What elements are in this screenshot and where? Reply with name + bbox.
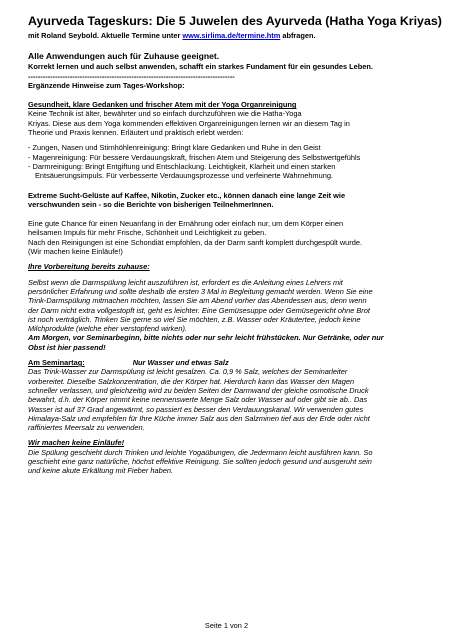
paragraph-line: raffiniertes Meersalz zu verwenden. — [28, 423, 145, 433]
divider-line: ------------------------------------------------------------------------------------ — [28, 71, 235, 81]
paragraph-line: ist noch verträglich. Trinken Sie gerne so viel Sie möchten, z.B. Wasser oder Kräutertee, jedoch keine — [28, 314, 361, 324]
hint-heading: Ergänzende Hinweise zum Tages-Workshop: — [28, 80, 185, 90]
paragraph-line: geschieht eine ganz natürliche, höchst effektive Reinigung. Sie sollten jedoch gesund und ausgeruht sein — [28, 456, 372, 466]
paragraph-line: Trink-Darmspülung mitmachen möchten, lassen Sie am Abend vorher das Abendessen aus, denn wenn — [28, 296, 367, 306]
paragraph-line: (Wir machen keine Einläufe!) — [28, 247, 123, 257]
paragraph-line: Extreme Sucht-Gelüste auf Kaffee, Nikotin, Zucker etc., können danach eine lange Zeit wie — [28, 190, 346, 200]
subtitle-suffix: abfragen. — [280, 31, 316, 40]
document-content — [28, 14, 442, 476]
intro-heading: Alle Anwendungen auch für Zuhause geeignet. — [28, 51, 220, 62]
paragraph-line: Keine Technik ist älter, bewährter und so einfach durchzuführen wie die Hatha-Yoga — [28, 109, 302, 119]
list-item: - Magenreinigung: Für bessere Verdauungskraft, frischen Atem und Steigerung des Selbstwertgefühls — [28, 152, 361, 162]
seminartag-heading — [28, 358, 432, 367]
paragraph-line: Wasser ist auf 37 Grad angewärmt, so passiert es besser den Verdauungskanal. Wir verwenden gutes — [28, 404, 364, 414]
section-einlaeufe-heading: Wir machen keine Einläufe! — [28, 438, 125, 448]
termine-link[interactable]: www.sirlima.de/termine.htm — [182, 31, 281, 40]
section-organreinigung-heading: Gesundheit, klare Gedanken und frischer Atem mit der Yoga Organreinigung — [28, 100, 297, 110]
paragraph-line: Kriyas. Diese aus dem Yoga kommenden effektiven Organreinigungen lernen wir an diesem Tag in — [28, 118, 350, 128]
paragraph-line: Das Trink-Wasser zur Darmspülung ist leicht gesalzen. Ca. 0,9 % Salz, welches der Seminarleiter — [28, 367, 348, 377]
section-vorbereitung-heading: Ihre Vorbereitung bereits zuhause: — [28, 262, 150, 272]
seminartag-label: Am Seminartag: — [28, 358, 85, 368]
paragraph-line: schneller verlassen, und gleichzeitig wird zu beiden Seiten der Darmwand der gleiche osmotische Druck — [28, 385, 369, 395]
paragraph-line: Theorie und Praxis kennen. Erläutert und praktisch erlebt werden: — [28, 128, 244, 138]
list-item-continuation: Entsäuerungsimpuls. Für verbesserte Verdauungsprozesse und verfeinerte Wahrnehmung. — [35, 171, 333, 181]
list-item: - Zungen, Nasen und Stirnhöhlenreinigung: Bringt klare Gedanken und Ruhe in den Geist — [28, 143, 321, 153]
paragraph-line: persönlicher Erfahrung und sollte deshalb die ersten 3 Mal in Begleitung gemacht werden. Wenn Sie eine — [28, 286, 373, 296]
paragraph-line: Himalaya-Salz und empfehlen für Ihre Küche immer Salz aus den Salzminen tief aus der Erde oder nicht — [28, 413, 370, 423]
paragraph-line: Am Morgen, vor Seminarbeginn, bitte nichts oder nur sehr leicht frühstücken. Nur Getränke, oder nur — [28, 333, 384, 343]
subtitle-prefix: mit Roland Seybold. Aktuelle Termine unter — [28, 31, 183, 40]
seminartag-value: Nur Wasser und etwas Salz — [132, 358, 229, 368]
paragraph-line: Die Spülung geschieht durch Trinken und leichte Yogaübungen, die Jedermann leicht ausführen kann. So — [28, 447, 373, 457]
page-title: Ayurveda Tageskurs: Die 5 Juwelen des Ayurveda (Hatha Yoga Kriyas) — [28, 14, 442, 28]
paragraph-line: Milchprodukte (welche eher verstopfend wirken). — [28, 324, 187, 334]
paragraph-line: Eine gute Chance für einen Neuanfang in der Ernährung oder einfach nur, um dem Körper einen — [28, 219, 344, 229]
paragraph-line: vorbereitet. Dieselbe Salzkonzentration, die der Körper hat. Hierdurch kann das Wasser den Magen — [28, 376, 355, 386]
paragraph-line: der Darm nicht extra vollgestopft ist, geht es leichter. Eine Gemüsesuppe oder Gemüsegericht ohne Brot — [28, 305, 370, 315]
paragraph-line: Obst ist hier passend! — [28, 342, 106, 352]
list-item: - Darmreinigung: Bringt Entgiftung und Entschlackung. Leichtigkeit, Klarheit und einen starken — [28, 161, 336, 171]
paragraph-line: Nach den Reinigungen ist eine Schondiät empfohlen, da der Darm sanft komplett durchgespült wurde. — [28, 237, 363, 247]
page-footer: Seite 1 von 2 — [204, 621, 249, 630]
intro-line: Korrekt lernen und auch selbst anwenden, schafft ein starkes Fundament für ein gesundes Leben. — [28, 62, 373, 72]
paragraph-line: und keine akute Erkältung mit Fieber haben. — [28, 466, 174, 476]
paragraph-line: verschwunden sein - so die Berichte von bisherigen TeilnehmerInnen. — [28, 199, 274, 209]
subtitle-line — [28, 31, 432, 40]
paragraph-line: heilsamen Impuls für mehr Frische, Schönheit und Leichtigkeit zu geben. — [28, 228, 267, 238]
paragraph-line: bewahrt, d.h. der Körper nimmt keine nennenswerte Menge Salz oder Wasser auf oder gibt sie ab.. Das — [28, 395, 368, 405]
paragraph-line: Selbst wenn die Darmspülung leicht auszuführen ist, erfordert es die Anleitung eines Lehrers mit — [28, 277, 343, 287]
